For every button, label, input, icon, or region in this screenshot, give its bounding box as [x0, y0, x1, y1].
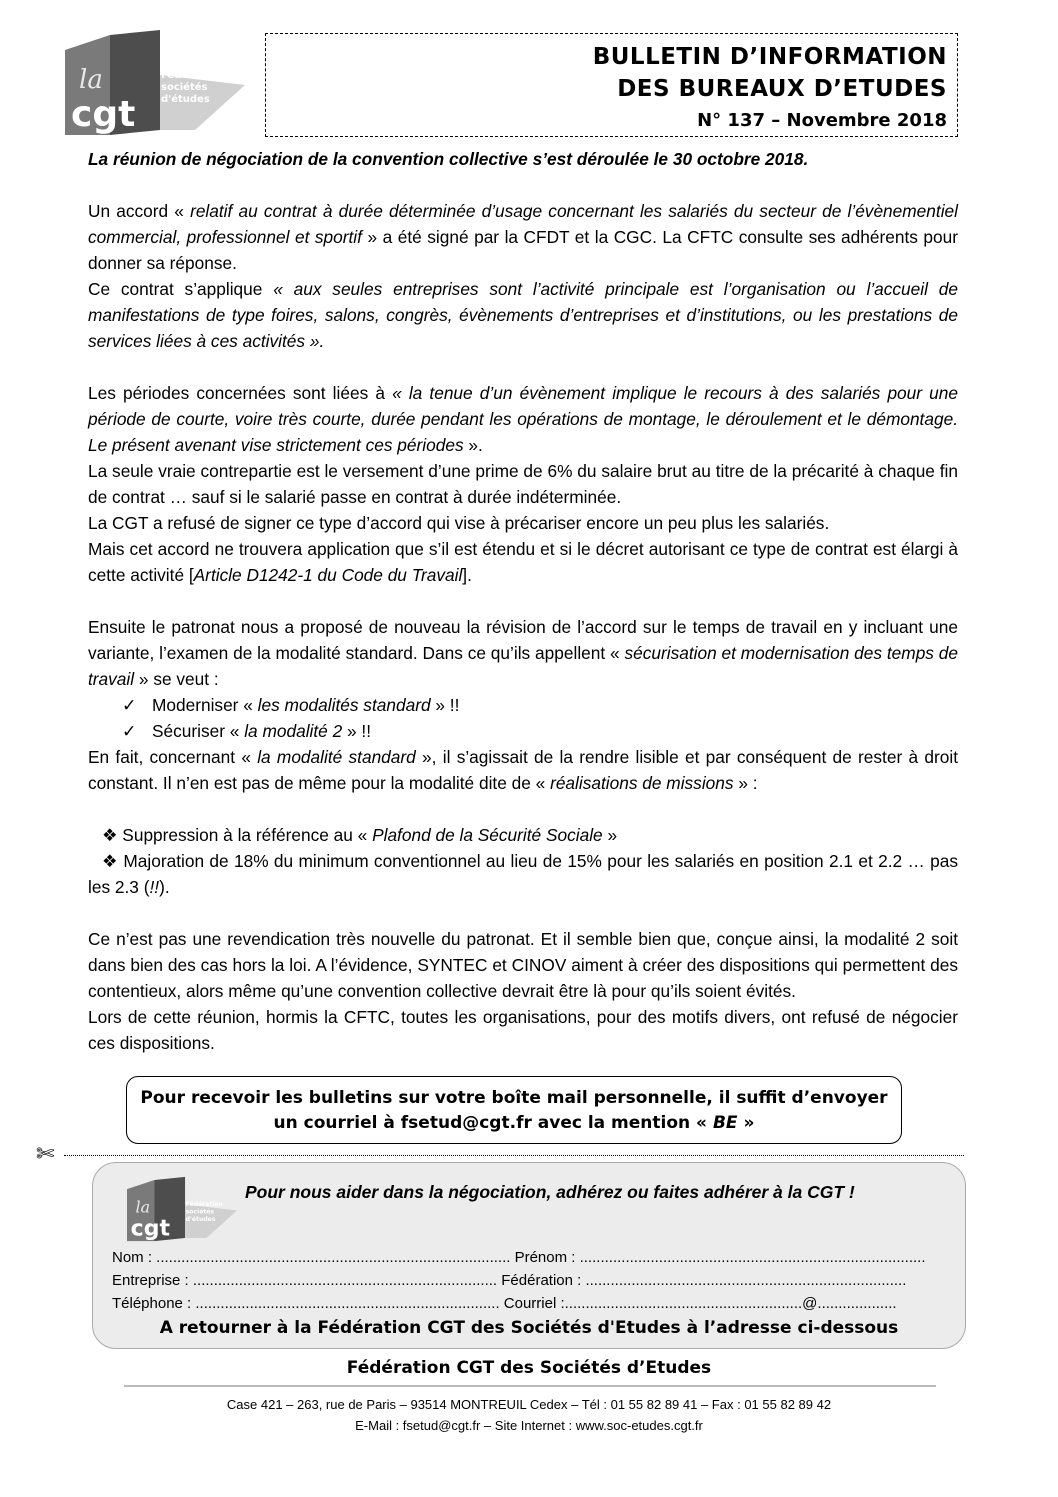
- logo-fed-line-3: d'études: [161, 94, 210, 105]
- diamond-bullet-icon: ❖: [102, 825, 118, 845]
- svg-text:d'études: d'études: [185, 1215, 216, 1223]
- svg-text:la: la: [135, 1197, 151, 1217]
- bulletin-title-line-2: DES BUREAUX D’ETUDES: [617, 76, 947, 102]
- svg-text:cgt: cgt: [130, 1216, 170, 1242]
- paragraph-periodes: Les périodes concernées sont liées à « la tenue d’un évènement implique le recours à des salariés pour une période de courte, voire très courte, durée pendant les opérations de montage, le déroulement et le démontage. Le présent avenant vise strictement ces périodes ».: [88, 383, 958, 455]
- diamond-item-plafond: ❖ Suppression à la référence au « Plafond de la Sécurité Sociale »: [102, 825, 618, 845]
- cgt-federation-logo-small: [127, 1175, 237, 1243]
- paragraph-contrepartie: La seule vraie contrepartie est le versement d’une prime de 6% du salaire brut au titre de la précarité à chaque fin de contrat … sauf si le salarié passe en contrat à durée indéterminée.: [88, 461, 958, 507]
- paragraph-modalite: En fait, concernant « la modalité standard », il s’agissait de la rendre lisible et par conséquent de rester à droit constant. Il n’en est pas de même pour la modalité dite de « réalisations de missions » :: [88, 747, 959, 793]
- footer-contact: E-Mail : fsetud@cgt.fr – Site Internet : www.soc-etudes.cgt.fr: [355, 1418, 703, 1433]
- form-row-nom-prenom[interactable]: Nom : ..................................................................................... Prénom : ...................................................................................: [112, 1249, 926, 1266]
- paragraph-refus-cgt: La CGT a refusé de signer ce type d’accord qui vise à précariser encore un peu plus les salariés.: [88, 513, 830, 533]
- diamond-item-majoration: ❖ Majoration de 18% du minimum conventionnel au lieu de 15% pour les salariés en position 2.1 et 2.2 … pas les 2.3 (!!).: [88, 851, 958, 897]
- footer-title: Fédération CGT des Sociétés d’Etudes: [346, 1358, 712, 1378]
- paragraph-patronat: Ensuite le patronat nous a proposé de nouveau la révision de l’accord sur le temps de travail en y incluant une variante, l’examen de la modalité standard. Dans ce qu’ils appellent « sécurisation et modernisation des temps de travail » se veut :: [88, 617, 959, 689]
- mail-notice-line-1: Pour recevoir les bulletins sur votre boîte mail personnelle, il suffit d’envoyer: [140, 1088, 888, 1108]
- form-return-instruction: A retourner à la Fédération CGT des Sociétés d'Etudes à l’adresse ci-dessous: [159, 1318, 899, 1338]
- check-item-moderniser: ✓ Moderniser « les modalités standard » !!: [88, 692, 958, 718]
- logo-script-text: la: [79, 65, 103, 95]
- cgt-federation-logo: [65, 30, 245, 135]
- check-icon: ✓: [122, 721, 137, 741]
- paragraph-reunion: Lors de cette réunion, hormis la CFTC, toutes les organisations, pour des motifs divers, ont refusé de négocier ces dispositions.: [88, 1007, 958, 1053]
- form-row-entreprise-federation[interactable]: Entreprise : ......................................................................... Fédération : .............................................................................: [112, 1272, 907, 1289]
- bulletin-issue: N° 137 – Novembre 2018: [697, 110, 947, 131]
- lead-paragraph: La réunion de négociation de la convention collective s’est déroulée le 30 octobre 2018.: [88, 149, 809, 169]
- cut-line: [64, 1155, 964, 1156]
- check-item-securiser: ✓ Sécuriser « la modalité 2 » !!: [88, 718, 958, 744]
- paragraph-contrat: Ce contrat s’applique « aux seules entreprises sont l’activité principale est l’organisation ou l’accueil de manifestations de type foires, salons, congrès, évènements d’entreprises et d’institutions, ou les prestations de services liées à ces activités ».: [88, 279, 958, 351]
- footer-address: Case 421 – 263, rue de Paris – 93514 MONTREUIL Cedex – Tél : 01 55 82 89 41 – Fax : 01 55 82 89 42: [226, 1397, 832, 1412]
- mail-notice-line-2: un courriel à fsetud@cgt.fr avec la mention « BE »: [273, 1113, 755, 1133]
- footer-divider: [124, 1385, 936, 1387]
- paragraph-application: Mais cet accord ne trouvera application que s’il est étendu et si le décret autorisant ce type de contrat est élargi à cette activité [Article D1242-1 du Code du Travail].: [88, 539, 958, 585]
- svg-text:Fédération: Fédération: [185, 1201, 223, 1209]
- check-icon: ✓: [122, 695, 137, 715]
- paragraph-revendication: Ce n’est pas une revendication très nouvelle du patronat. Et il semble bien que, conçue ainsi, la modalité 2 soit dans bien des cas hors la loi. A l’évidence, SYNTEC et CINOV aiment à créer des dispositions qui permettent des contentieux, alors même qu’une convention collective devrait être là pour qu’ils soient évités.: [88, 929, 958, 1001]
- bulletin-header: [265, 33, 958, 137]
- logo-fed-line-1: Fédération: [161, 70, 223, 81]
- logo-cgt-text: cgt: [71, 94, 136, 135]
- logo-fed-line-2: sociétés: [161, 82, 208, 93]
- svg-text:sociétés: sociétés: [185, 1208, 215, 1216]
- scissors-icon: ✄: [36, 1141, 55, 1166]
- form-row-telephone-courriel[interactable]: Téléphone : ......................................................................... Courriel :.........................................................@...................: [112, 1295, 897, 1312]
- form-title: Pour nous aider dans la négociation, adhérez ou faites adhérer à la CGT !: [245, 1182, 855, 1202]
- diamond-bullet-icon: ❖: [102, 851, 119, 871]
- bulletin-body: [88, 146, 958, 1056]
- paragraph-accord: Un accord « relatif au contrat à durée déterminée d’usage concernant les salariés du secteur de l’évènementiel commercial, professionnel et sportif » a été signé par la CFDT et la CGC. La CFTC consulte ses adhérents pour donner sa réponse.: [88, 201, 958, 273]
- mail-subscription-notice: [126, 1076, 902, 1144]
- bulletin-title-line-1: BULLETIN D’INFORMATION: [592, 44, 947, 70]
